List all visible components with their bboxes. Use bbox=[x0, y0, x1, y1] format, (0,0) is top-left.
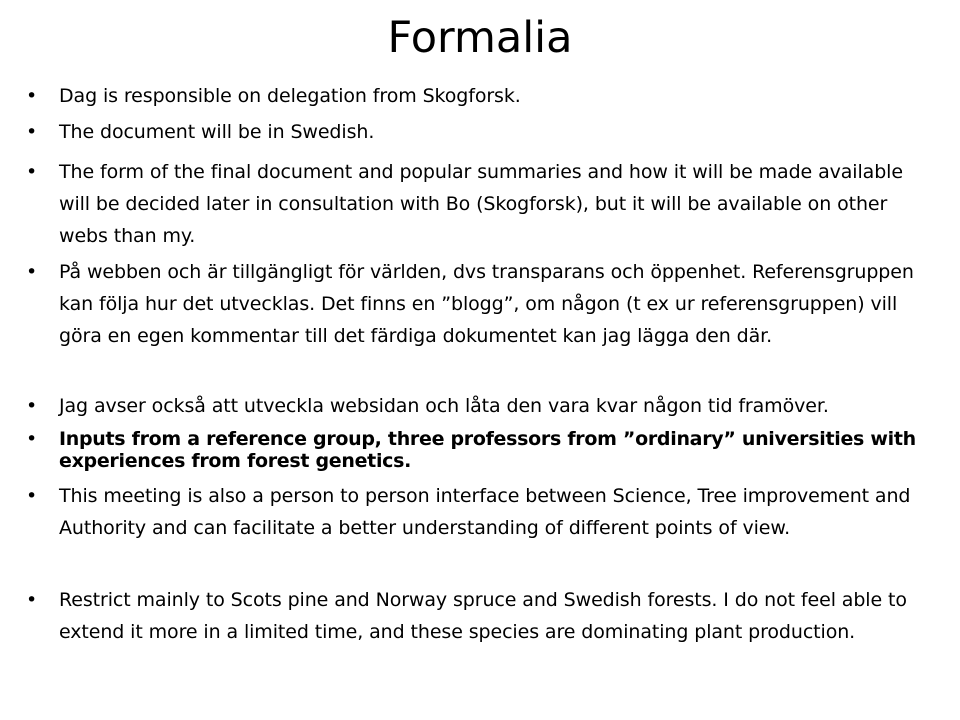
bullet-text: The form of the final document and popular summaries and how it will be made available will be decided later in consultation with Bo (Skogforsk), but it will be available on other webs than my. bbox=[59, 161, 903, 247]
bullet-marker: • bbox=[26, 121, 38, 143]
bullet-item bbox=[26, 156, 926, 252]
bullet-marker: • bbox=[26, 428, 38, 450]
bullet-marker: • bbox=[26, 85, 38, 107]
slide-title: Formalia bbox=[387, 13, 573, 63]
bullet-item bbox=[26, 80, 926, 112]
bullet-marker: • bbox=[26, 161, 38, 183]
bullet-text: På webben och är tillgängligt för världen, dvs transparans och öppenhet. Referensgruppen kan följa hur det utvecklas. Det finns en ”blogg”, om någon (t ex ur referensgruppen) vill göra en egen kommentar till det färdiga dokumentet kan jag lägga den där. bbox=[59, 261, 914, 347]
bullet-marker: • bbox=[26, 395, 38, 417]
bullet-item bbox=[26, 480, 926, 544]
bullet-marker: • bbox=[26, 589, 38, 611]
bullet-item bbox=[26, 256, 926, 352]
bullet-item bbox=[26, 584, 926, 648]
bullet-item-bold bbox=[26, 428, 926, 472]
bullet-text: Dag is responsible on delegation from Skogforsk. bbox=[59, 85, 521, 107]
bullet-marker: • bbox=[26, 261, 38, 283]
bullet-text: Inputs from a reference group, three professors from ”ordinary” universities with experiences from forest genetics. bbox=[59, 428, 916, 472]
bullet-text: The document will be in Swedish. bbox=[59, 121, 375, 143]
bullet-marker: • bbox=[26, 485, 38, 507]
bullet-item bbox=[26, 116, 926, 148]
bullet-text: Restrict mainly to Scots pine and Norway spruce and Swedish forests. I do not feel able to extend it more in a limited time, and these species are dominating plant production. bbox=[59, 589, 907, 643]
bullet-text: This meeting is also a person to person interface between Science, Tree improvement and Authority and can facilitate a better understanding of different points of view. bbox=[59, 485, 911, 539]
bullet-item bbox=[26, 390, 926, 422]
bullet-text: Jag avser också att utveckla websidan och låta den vara kvar någon tid framöver. bbox=[59, 395, 829, 417]
